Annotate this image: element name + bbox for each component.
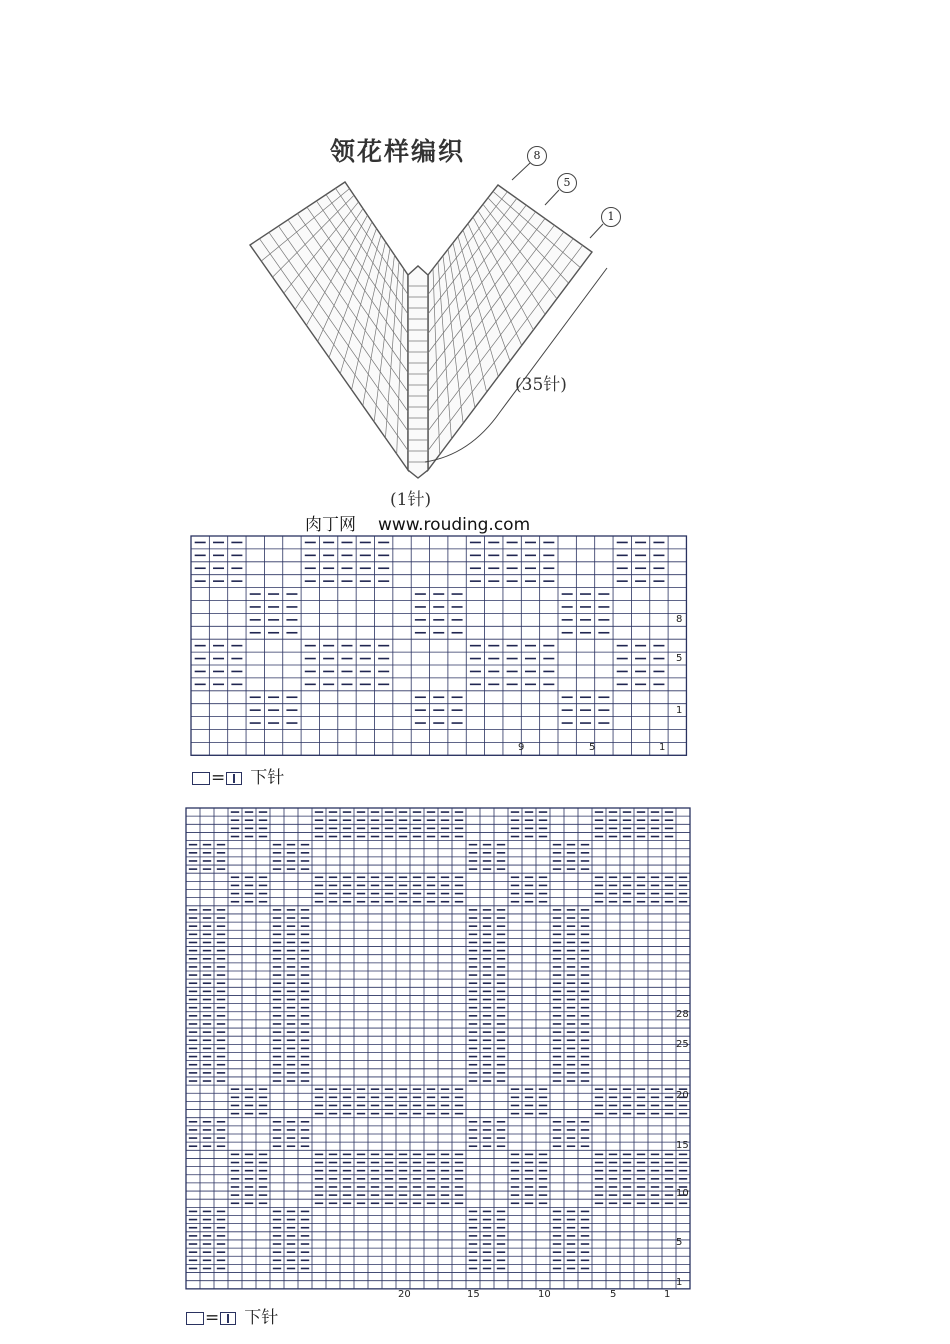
- bottom-col-label-5: 5: [610, 1289, 617, 1300]
- top-col-label-1: 1: [659, 742, 666, 753]
- legend-text: 下针: [250, 768, 285, 788]
- top-row-label-8: 8: [676, 614, 683, 625]
- marker-row-1: 1: [601, 207, 621, 227]
- bottom-col-label-20: 20: [398, 1289, 411, 1300]
- marker-row-8: 8: [527, 146, 547, 166]
- legend-equals: =: [211, 768, 226, 788]
- legend-equals: =: [205, 1308, 220, 1328]
- watermark-site-name: 肉丁网: [305, 515, 356, 535]
- bottom-row-label-10: 10: [676, 1188, 689, 1199]
- top-col-label-9: 9: [518, 742, 525, 753]
- legend-text: 下针: [244, 1308, 279, 1328]
- marker-row-5: 5: [557, 173, 577, 193]
- bottom-row-label-20: 20: [676, 1090, 689, 1101]
- bottom-row-label-28: 28: [676, 1009, 689, 1020]
- knit-stitch-symbol: [220, 1312, 236, 1325]
- bottom-stitch-label: (1针): [390, 490, 432, 510]
- empty-square-symbol: [186, 1312, 204, 1325]
- bottom-col-label-10: 10: [538, 1289, 551, 1300]
- bottom-row-label-25: 25: [676, 1039, 689, 1050]
- bottom-col-label-1: 1: [664, 1289, 671, 1300]
- legend-bottom: [186, 1303, 278, 1328]
- bottom-row-label-5: 5: [676, 1237, 683, 1248]
- stitch-count-label: (35针): [515, 375, 567, 395]
- top-row-label-5: 5: [676, 653, 683, 664]
- bottom-col-label-15: 15: [467, 1289, 480, 1300]
- chart-grid: [186, 808, 690, 1289]
- bottom-row-label-15: 15: [676, 1140, 689, 1151]
- top-row-label-1: 1: [676, 705, 683, 716]
- watermark-url: www.rouding.com: [378, 515, 531, 535]
- top-col-label-5: 5: [589, 742, 596, 753]
- diagram-title: 领花样编织: [330, 137, 466, 166]
- bottom-row-label-1: 1: [676, 1277, 683, 1288]
